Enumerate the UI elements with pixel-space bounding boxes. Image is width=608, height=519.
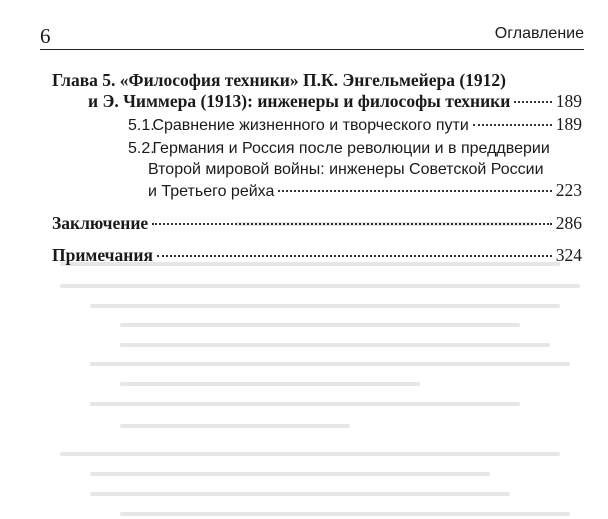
section-5-2-number: 5.2. [128, 140, 155, 157]
chapter-5-page: 189 [555, 91, 582, 111]
section-5-2-title-line1: Германия и Россия после революции и в преддверии [152, 140, 550, 157]
section-5-2-page: 223 [555, 180, 582, 200]
section-5-1-number: 5.1. [128, 117, 155, 134]
chapter-5-title-line1: Глава 5. «Философия техники» П.К. Энгельмейера (1912) [52, 70, 506, 90]
toc-section-5-2 [128, 138, 582, 202]
section-5-2-title-line2: Второй мировой войны: инженеры Советской России [148, 161, 544, 178]
toc-notes [52, 245, 582, 266]
running-title: Оглавление [494, 25, 584, 42]
conclusion-page: 286 [555, 213, 582, 233]
leader-dots [473, 124, 552, 126]
leader-dots [514, 101, 551, 103]
toc-conclusion [52, 213, 582, 234]
section-5-1-title: Сравнение жизненного и творческого пути [152, 117, 469, 134]
notes-title: Примечания [52, 245, 153, 265]
notes-page: 324 [555, 245, 582, 265]
section-5-1-page: 189 [555, 114, 582, 134]
leader-dots [157, 255, 552, 257]
leader-dots [278, 190, 551, 192]
page-header [40, 22, 584, 46]
header-rule [40, 49, 584, 50]
chapter-5-title-line2: и Э. Чиммера (1913): инженеры и философы техники [88, 91, 511, 111]
conclusion-title: Заключение [52, 213, 149, 233]
toc-chapter-5 [52, 70, 582, 112]
section-5-2-title-line3: и Третьего рейха [148, 183, 275, 200]
table-of-contents [52, 70, 582, 266]
page-number: 6 [40, 24, 51, 48]
leader-dots [152, 223, 552, 225]
toc-section-5-1 [128, 114, 582, 136]
